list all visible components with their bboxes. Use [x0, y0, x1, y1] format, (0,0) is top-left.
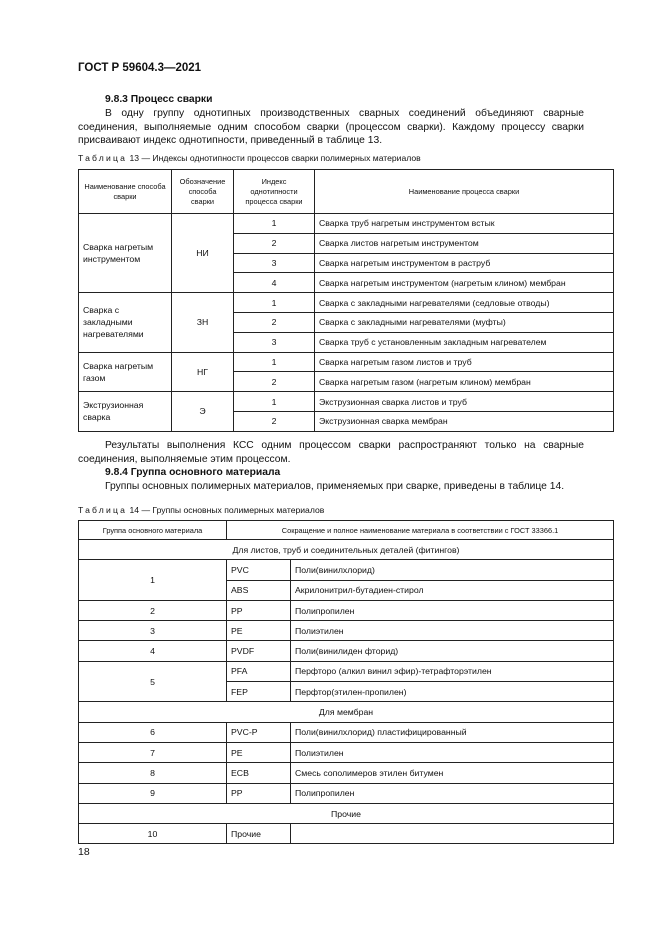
table-14-section-row	[79, 702, 614, 722]
table-13-header-cell: Наименование процесса сварки	[315, 170, 614, 214]
material-abbreviation-cell: ABS	[227, 580, 291, 600]
material-abbreviation-cell: PVC-P	[227, 722, 291, 742]
table-13-header-cell: Обозначение способа сварки	[172, 170, 234, 214]
material-group-cell: 10	[79, 824, 227, 844]
material-group-cell: 6	[79, 722, 227, 742]
material-name-cell: Поли(винилхлорид) пластифицированный	[291, 722, 614, 742]
welding-process-cell: Сварка нагретым инструментом в раструб	[315, 253, 614, 273]
material-abbreviation-cell: FEP	[227, 682, 291, 702]
material-name-cell: Поли(винилиден фторид)	[291, 641, 614, 661]
uniformity-index-cell: 2	[234, 411, 315, 431]
material-abbreviation-cell: PP	[227, 600, 291, 620]
material-abbreviation-cell: PFA	[227, 661, 291, 681]
welding-method-cell: Экструзионная сварка	[79, 392, 172, 432]
table-14-header-cell: Сокращение и полное наименование материала в соответствии с ГОСТ 33366.1	[227, 521, 614, 540]
welding-process-cell: Сварка труб нагретым инструментом встык	[315, 214, 614, 234]
welding-process-cell: Сварка труб с установленным закладным нагревателем	[315, 332, 614, 352]
welding-method-cell: Сварка нагретым инструментом	[79, 214, 172, 293]
material-group-cell: 9	[79, 783, 227, 803]
method-code-cell: Э	[172, 392, 234, 432]
material-name-cell: Полипропилен	[291, 783, 614, 803]
material-abbreviation-cell: PE	[227, 742, 291, 762]
material-name-cell: Поли(винилхлорид)	[291, 560, 614, 580]
table-14-row	[79, 621, 614, 641]
material-name-cell: Полипропилен	[291, 600, 614, 620]
material-group-cell: 5	[79, 661, 227, 702]
table-13	[78, 169, 614, 432]
material-group-cell: 8	[79, 763, 227, 783]
table-14-row	[79, 824, 614, 844]
table-14-section-row	[79, 540, 614, 560]
method-code-cell: ЗН	[172, 293, 234, 352]
welding-method-cell: Сварка с закладными нагревателями	[79, 293, 172, 352]
material-group-cell: 7	[79, 742, 227, 762]
material-group-cell: 2	[79, 600, 227, 620]
table-14-row	[79, 560, 614, 580]
welding-process-cell: Сварка листов нагретым инструментом	[315, 233, 614, 253]
material-group-cell: 1	[79, 560, 227, 601]
material-name-cell: Полиэтилен	[291, 742, 614, 762]
material-name-cell: Акрилонитрил-бутадиен-стирол	[291, 580, 614, 600]
welding-process-cell: Сварка нагретым газом листов и труб	[315, 352, 614, 372]
welding-process-cell: Экструзионная сварка мембран	[315, 411, 614, 431]
section-9-8-4-heading: 9.8.4 Группа основного материала	[105, 467, 281, 478]
material-name-cell: Перфтор(этилен-пропилен)	[291, 682, 614, 702]
welding-method-cell: Сварка нагретым газом	[79, 352, 172, 392]
welding-process-cell: Сварка с закладными нагревателями (муфты)	[315, 312, 614, 332]
uniformity-index-cell: 2	[234, 312, 315, 332]
table-14-row	[79, 742, 614, 762]
table-13-caption: Таблица 13 — Индексы однотипности процессов сварки полимерных материалов	[78, 153, 421, 163]
table-13-row	[79, 293, 614, 313]
table-13-row	[79, 214, 614, 234]
uniformity-index-cell: 1	[234, 214, 315, 234]
material-abbreviation-cell: ECB	[227, 763, 291, 783]
method-code-cell: НИ	[172, 214, 234, 293]
section-title-cell: Для листов, труб и соединительных деталей (фитингов)	[79, 540, 614, 560]
table-14-row	[79, 722, 614, 742]
section-title-cell: Для мембран	[79, 702, 614, 722]
table-13-header-row	[79, 170, 614, 214]
table-14-row	[79, 783, 614, 803]
table-13-row	[79, 392, 614, 412]
material-name-cell: Смесь сополимеров этилен битумен	[291, 763, 614, 783]
table-14-row	[79, 600, 614, 620]
table-13-header-cell: Наименование способа сварки	[79, 170, 172, 214]
uniformity-index-cell: 2	[234, 233, 315, 253]
section-title-cell: Прочие	[79, 803, 614, 823]
material-name-cell: Полиэтилен	[291, 621, 614, 641]
table-14-header-cell: Группа основного материала	[79, 521, 227, 540]
method-code-cell: НГ	[172, 352, 234, 392]
uniformity-index-cell: 1	[234, 352, 315, 372]
table-13-header-cell: Индекс однотипности процесса сварки	[234, 170, 315, 214]
section-9-8-3-paragraph: В одну группу однотипных производственных сварных соединений объединяют сварные соединения, выполняемые одним способом сварки (процессом сварки). Каждому процессу сварки присваивают индекс однотипности, приведенный в таблице 13.	[78, 108, 584, 146]
document-header: ГОСТ Р 59604.3—2021	[78, 62, 202, 74]
material-abbreviation-cell: PVDF	[227, 641, 291, 661]
table-14-row	[79, 641, 614, 661]
uniformity-index-cell: 3	[234, 332, 315, 352]
table-14-row	[79, 661, 614, 681]
uniformity-index-cell: 2	[234, 372, 315, 392]
after-table-13-paragraph: Результаты выполнения КСС одним процессом сварки распространяют только на сварные соединения, выполняемые этим процессом.	[78, 440, 584, 465]
material-name-cell: Перфторо (алкил винил эфир)-тетрафторэтилен	[291, 661, 614, 681]
material-abbreviation-cell: PP	[227, 783, 291, 803]
material-group-cell: 3	[79, 621, 227, 641]
table-14-caption: Таблица 14 — Группы основных полимерных материалов	[78, 505, 325, 515]
material-abbreviation-cell: PE	[227, 621, 291, 641]
welding-process-cell: Экструзионная сварка листов и труб	[315, 392, 614, 412]
uniformity-index-cell: 4	[234, 273, 315, 293]
table-14-header-row	[79, 521, 614, 540]
material-abbreviation-cell: Прочие	[227, 824, 291, 844]
table-13-row	[79, 352, 614, 372]
page-number: 18	[78, 846, 90, 858]
uniformity-index-cell: 1	[234, 392, 315, 412]
section-9-8-4-paragraph: Группы основных полимерных материалов, применяемых при сварке, приведены в таблице 14.	[105, 481, 565, 492]
section-9-8-3-heading: 9.8.3 Процесс сварки	[105, 94, 213, 105]
material-group-cell: 4	[79, 641, 227, 661]
welding-process-cell: Сварка нагретым инструментом (нагретым клином) мембран	[315, 273, 614, 293]
welding-process-cell: Сварка с закладными нагревателями (седловые отводы)	[315, 293, 614, 313]
table-14	[78, 520, 614, 844]
uniformity-index-cell: 1	[234, 293, 315, 313]
material-name-cell	[291, 824, 614, 844]
table-14-section-row	[79, 803, 614, 823]
material-abbreviation-cell: PVC	[227, 560, 291, 580]
welding-process-cell: Сварка нагретым газом (нагретым клином) мембран	[315, 372, 614, 392]
uniformity-index-cell: 3	[234, 253, 315, 273]
table-14-row	[79, 763, 614, 783]
